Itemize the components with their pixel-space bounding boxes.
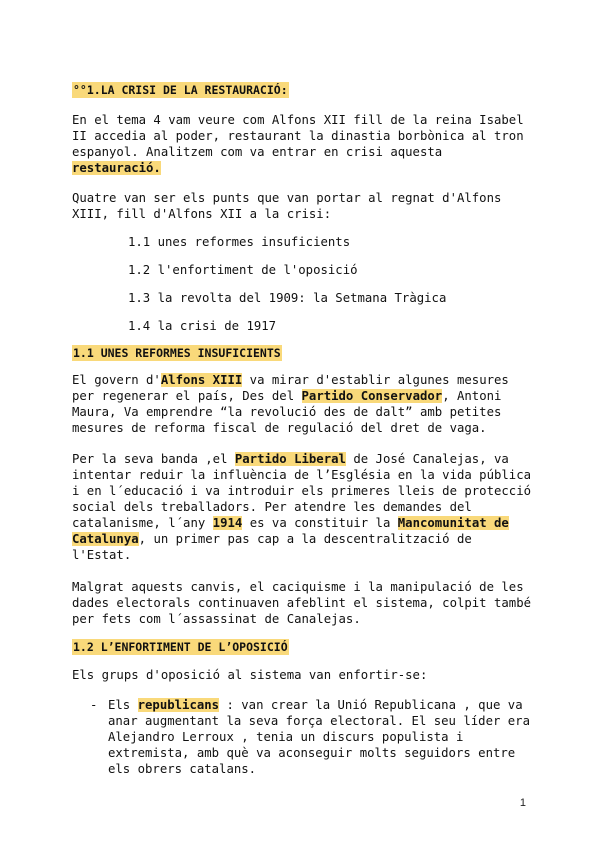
text: va mirar d'establir algunes mesures per regenerar el país, Des del [72, 373, 509, 403]
document-page [72, 82, 532, 777]
text: El govern d' [72, 373, 161, 387]
highlight-1914: 1914 [212, 516, 243, 530]
text: de José Canalejas, va intentar reduir la influència de l’Església en la vida pública i en l´educació i va introduir els primeres lleis de protecció social dels treballadors. Per atendre les demandes del catalanisme, l´any [72, 452, 532, 530]
page-number: 1 [519, 797, 526, 809]
paragraph-malgrat: Malgrat aquests canvis, el caciquisme i la manipulació de les dades electorals continuaven afeblint el sistema, colpit també per fets com l´assassinat de Canalejas. [72, 580, 532, 626]
list-item: 1.3 la revolta del 1909: la Setmana Tràgica [128, 291, 447, 305]
paragraph-oposicio-intro: Els grups d'oposició al sistema van enfortir-se: [72, 668, 428, 682]
highlight-alfons-xiii: Alfons XIII [160, 373, 243, 387]
paragraph-points-intro: Quatre van ser els punts que van portar al regnat d'Alfons XIII, fill d'Alfons XII a la crisi: [72, 191, 502, 221]
section-heading-oposicio [72, 639, 532, 655]
list-item: 1.1 unes reformes insuficients [128, 235, 351, 249]
list-item: 1.2 l'enfortiment de l'oposició [128, 263, 358, 277]
highlight-republicans: republicans [137, 698, 220, 712]
text: Per la seva banda ,el [72, 452, 235, 466]
paragraph-liberal [72, 451, 532, 563]
paragraph-govern [72, 372, 532, 436]
highlight-partido-conservador: Partido Conservador [301, 389, 443, 403]
paragraph-intro [72, 112, 532, 176]
paragraph-text: En el tema 4 vam veure com Alfons XII fill de la reina Isabel II accedia al poder, restaurant la dinastia borbònica al tron espanyol. Analitzem com va entrar en crisi aquesta [72, 113, 524, 159]
bullet-dash: - [90, 698, 98, 712]
text: Els [108, 698, 138, 712]
highlight-partido-liberal: Partido Liberal [234, 452, 346, 466]
text: , un primer pas cap a la descentralització de l'Estat. [72, 532, 472, 562]
bullet-text [108, 697, 532, 777]
text: : van crear la Unió Republicana , que va anar augmentant la seva força electoral. El seu líder era Alejandro Lerroux , tenia un discurs populista i extremista, amb què va aconseguir molts seguidors entre els obrers catalans. [108, 698, 530, 776]
highlight-mancomunitat: Mancomunitat de Catalunya [72, 516, 509, 546]
text: , Antoni Maura, Va emprendre “la revolució des de dalt” amb petites mesures de reforma fiscal de regulació del dret de vaga. [72, 389, 502, 435]
text: es va constituir la [242, 516, 398, 530]
section-title: °°1.LA CRISI DE LA RESTAURACIÓ: [73, 83, 288, 97]
bullet-item [72, 697, 532, 777]
section-heading-reformes [72, 345, 532, 361]
section-title: 1.1 UNES REFORMES INSUFICIENTS [73, 346, 281, 360]
section-heading-crisi [72, 82, 532, 98]
section-title: 1.2 L’ENFORTIMENT DE L’OPOSICIÓ [73, 640, 288, 654]
list-item: 1.4 la crisi de 1917 [128, 319, 277, 333]
highlight-restauracio: restauració. [72, 161, 161, 175]
